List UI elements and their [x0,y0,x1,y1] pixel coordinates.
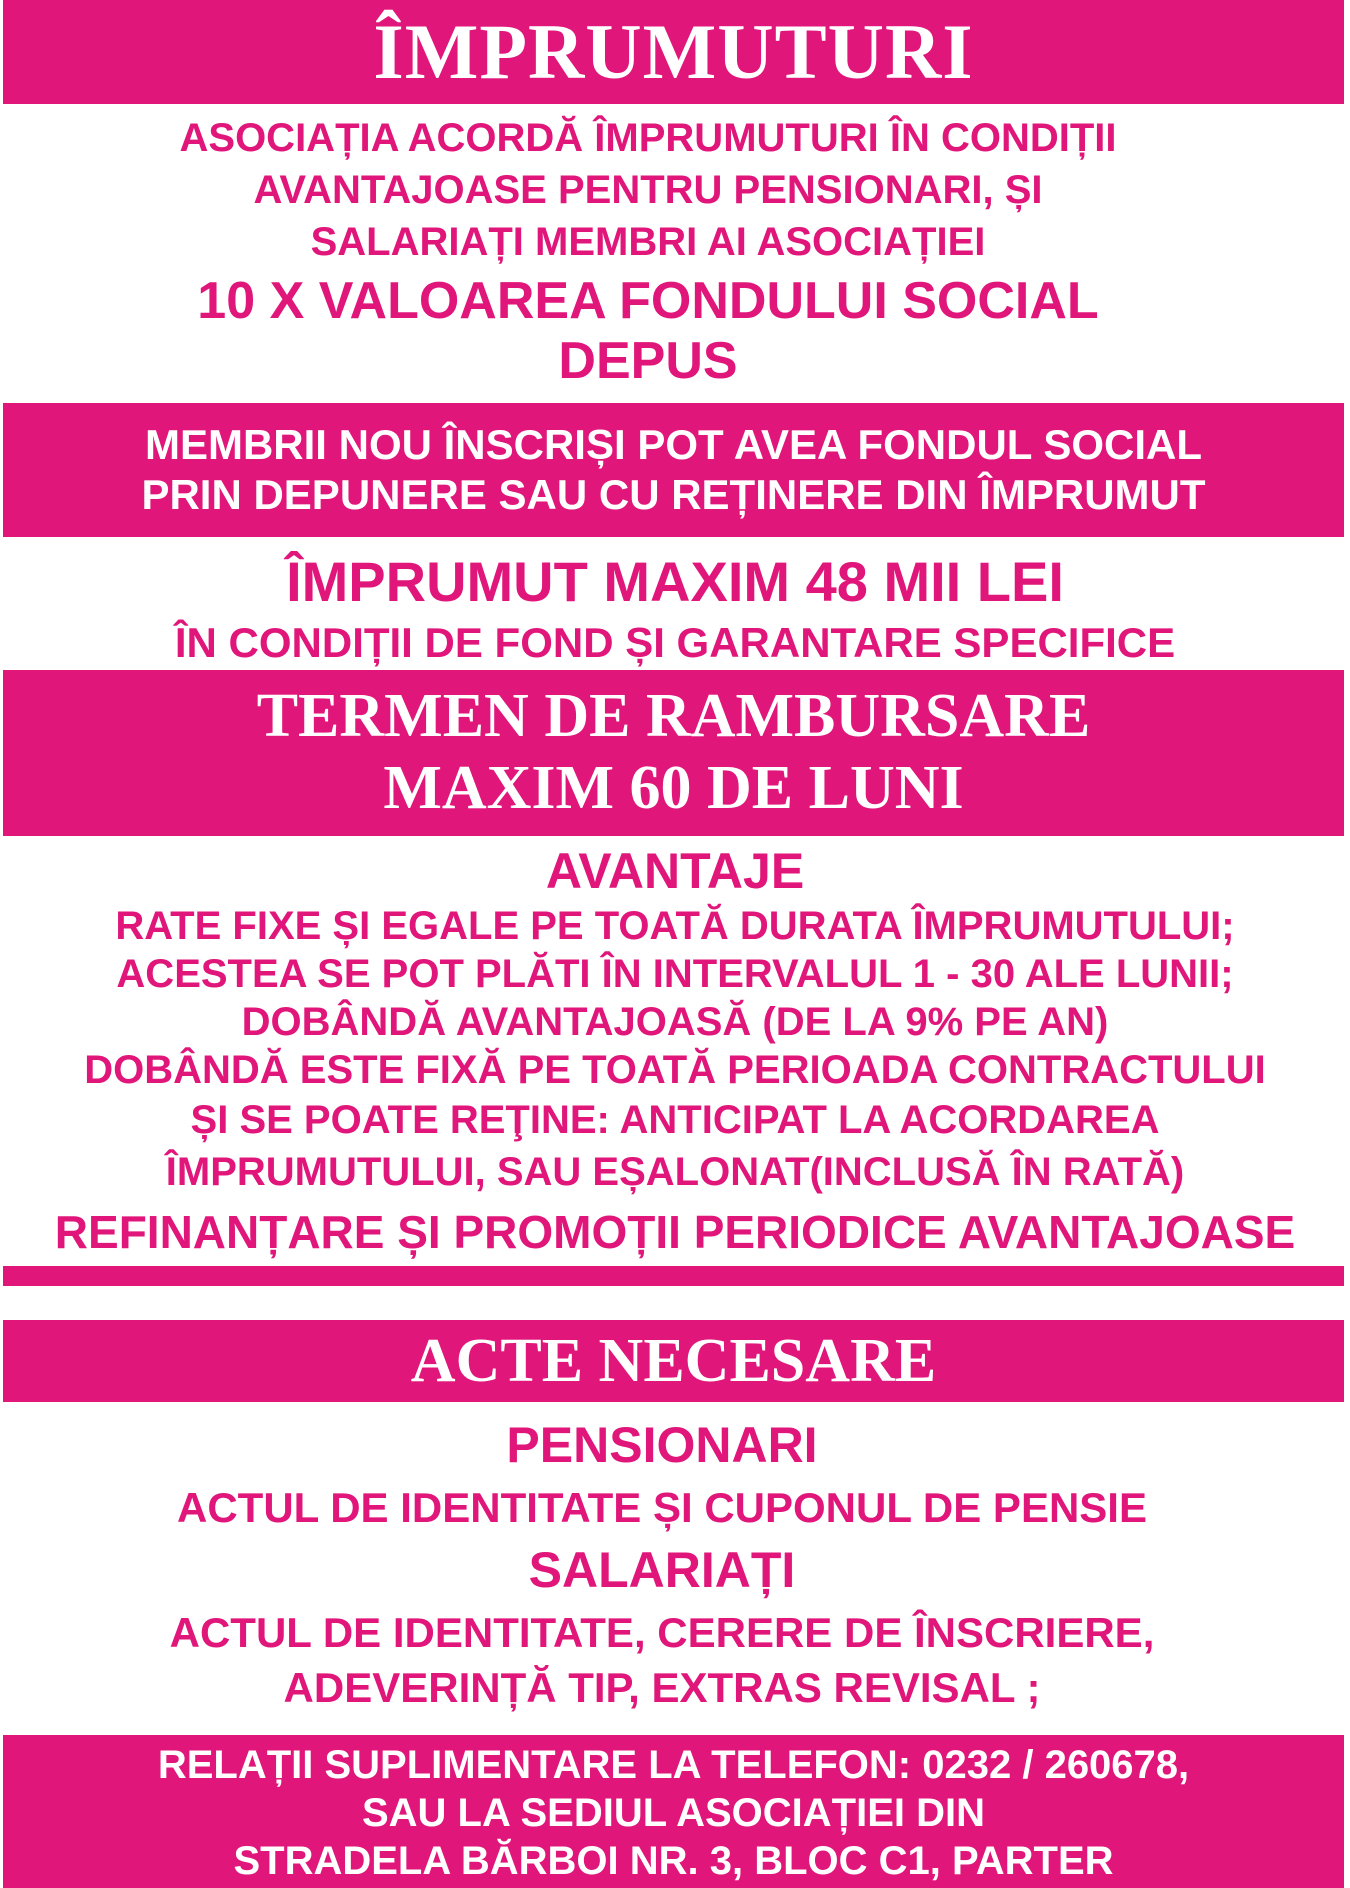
advantage-item: RATE FIXE ȘI EGALE PE TOATĂ DURATA ÎMPRUMUTULUI; [115,904,1235,948]
intro-line: ASOCIAȚIA ACORDĂ ÎMPRUMUTURI ÎN CONDIȚII [179,116,1117,160]
footer-line: SAU LA SEDIUL ASOCIAȚIEI DIN [361,1791,985,1835]
new-members-band [3,403,1344,537]
max-loan-title: ÎMPRUMUT MAXIM 48 MII LEI [286,550,1064,613]
advantage-item: DOBÂNDĂ ESTE FIXĂ PE TOATĂ PERIOADA CONTRACTULUI [84,1048,1266,1092]
advantage-item: ÎMPRUMUTULUI, SAU EȘALONAT(INCLUSĂ ÎN RATĂ) [165,1150,1185,1194]
advantage-item: REFINANȚARE ȘI PROMOȚII PERIODICE AVANTAJOASE [54,1206,1296,1258]
employees-title: SALARIAȚI [528,1542,796,1598]
advantage-item: DOBÂNDĂ AVANTAJOASĂ (DE LA 9% PE AN) [241,1000,1109,1044]
repayment-line: MAXIM 60 DE LUNI [383,754,964,822]
new-members-line: PRIN DEPUNERE SAU CU REȚINERE DIN ÎMPRUMUT [141,471,1206,518]
advantage-item: ȘI SE POATE REŢINE: ANTICIPAT LA ACORDAREA [190,1098,1160,1142]
max-loan-subtitle: ÎN CONDIȚII DE FOND ȘI GARANTARE SPECIFICE [174,619,1176,666]
intro-line: AVANTAJOASE PENTRU PENSIONARI, ȘI [253,168,1043,212]
intro-section [0,112,1323,390]
repayment-line: TERMEN DE RAMBURSARE [256,682,1091,750]
advantages-title: AVANTAJE [545,843,805,899]
footer-band [3,1735,1344,1888]
pensioners-text: ACTUL DE IDENTITATE ȘI CUPONUL DE PENSIE [177,1484,1147,1531]
page-title: ÎMPRUMUTURI [373,8,974,95]
pensioners-title: PENSIONARI [506,1417,818,1473]
new-members-line: MEMBRII NOU ÎNSCRIȘI POT AVEA FONDUL SOCIAL [144,421,1203,468]
documents-section [0,1410,1337,1714]
intro-line: SALARIAȚI MEMBRI AI ASOCIAȚIEI [310,220,986,264]
repayment-band [3,670,1344,836]
intro-highlight: 10 X VALOAREA FONDULUI SOCIAL [197,272,1099,330]
footer-line: STRADELA BĂRBOI NR. 3, BLOC C1, PARTER [233,1839,1114,1883]
footer-line: RELAȚII SUPLIMENTARE LA TELEFON: 0232 / 260678, [157,1743,1190,1787]
header-band [3,0,1344,104]
employees-line: ADEVERINȚĂ TIP, EXTRAS REVISAL ; [283,1664,1041,1711]
intro-highlight: DEPUS [558,332,738,390]
documents-band [3,1320,1344,1402]
advantages-section [0,840,1350,1266]
advantage-item: ACESTEA SE POT PLĂTI ÎN INTERVALUL 1 - 30 ALE LUNII; [116,952,1234,996]
max-loan-section [0,547,1350,669]
documents-title: ACTE NECESARE [410,1327,937,1395]
divider [3,1266,1344,1286]
employees-line: ACTUL DE IDENTITATE, CERERE DE ÎNSCRIERE, [169,1609,1155,1656]
